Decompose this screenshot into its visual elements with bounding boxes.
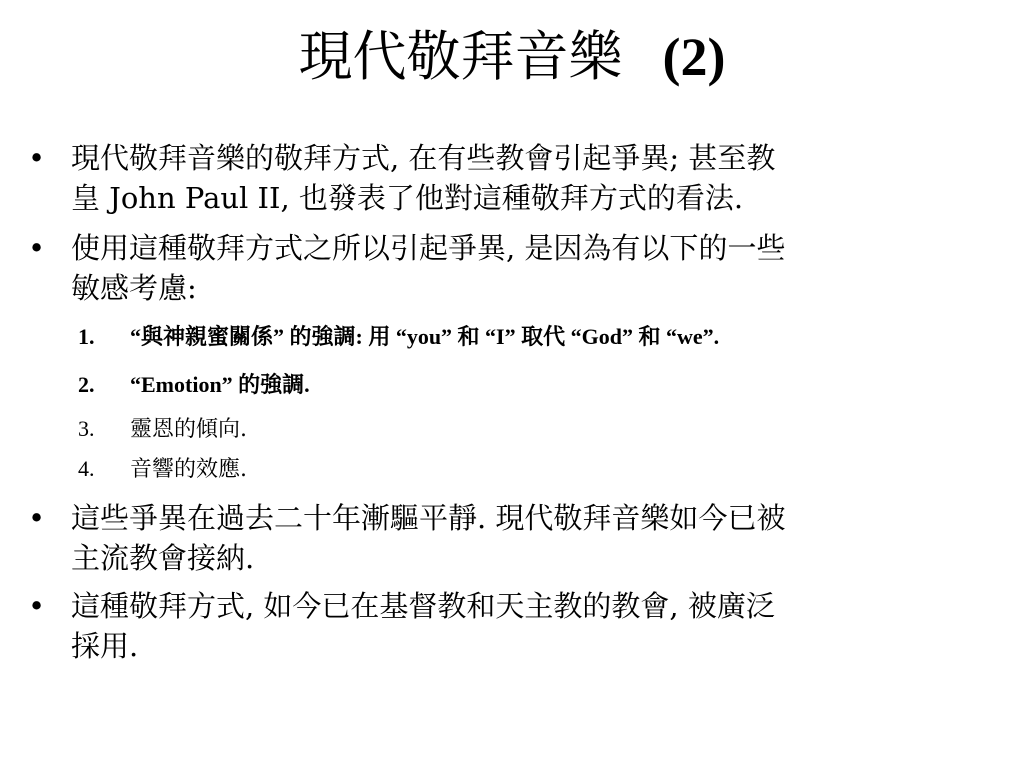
bullet-line: 這種敬拜方式, 如今已在基督教和天主教的教會, 被廣泛 — [71, 589, 775, 623]
slide-title — [0, 22, 1024, 92]
bullet-item-2 — [28, 228, 928, 308]
bullet-line: 主流教會接納. — [71, 541, 255, 575]
sub-item-4 — [78, 454, 247, 485]
bullet-line: 採用. — [71, 629, 139, 663]
sub-item-number: 3. — [78, 416, 95, 441]
sub-item-3 — [78, 414, 247, 445]
sub-item-2 — [78, 370, 310, 401]
sub-item-number: 1. — [78, 324, 95, 349]
slide-title-text: 現代敬拜音樂 — [298, 25, 623, 88]
bullet-icon: • — [28, 589, 46, 623]
bullet-line: 這些爭異在過去二十年漸驅平靜. 現代敬拜音樂如今已被 — [71, 501, 786, 535]
slide-title-number: (2) — [662, 27, 726, 87]
bullet-icon: • — [28, 141, 46, 175]
sub-item-text: 音響的效應. — [130, 457, 247, 482]
bullet-icon: • — [28, 231, 46, 265]
bullet-item-4 — [28, 586, 928, 666]
bullet-line: 現代敬拜音樂的敬拜方式, 在有些教會引起爭異; 甚至教 — [71, 141, 776, 175]
sub-item-1 — [78, 322, 719, 353]
sub-item-text: “與神親蜜關係” 的強調: 用 “you” 和 “I” 取代 “God” 和 “we”. — [130, 324, 720, 349]
bullet-line: 敏感考慮: — [71, 271, 197, 305]
bullet-icon: • — [28, 501, 46, 535]
sub-item-text: “Emotion” 的強調. — [130, 372, 310, 397]
bullet-line: 皇 John Paul II, 也發表了他對這種敬拜方式的看法. — [71, 181, 744, 215]
sub-item-text: 靈恩的傾向. — [130, 417, 247, 442]
bullet-line: 使用這種敬拜方式之所以引起爭異, 是因為有以下的一些 — [71, 231, 786, 265]
bullet-item-3 — [28, 498, 928, 578]
sub-item-number: 2. — [78, 372, 95, 397]
bullet-item-1 — [28, 138, 928, 218]
sub-item-number: 4. — [78, 456, 95, 481]
